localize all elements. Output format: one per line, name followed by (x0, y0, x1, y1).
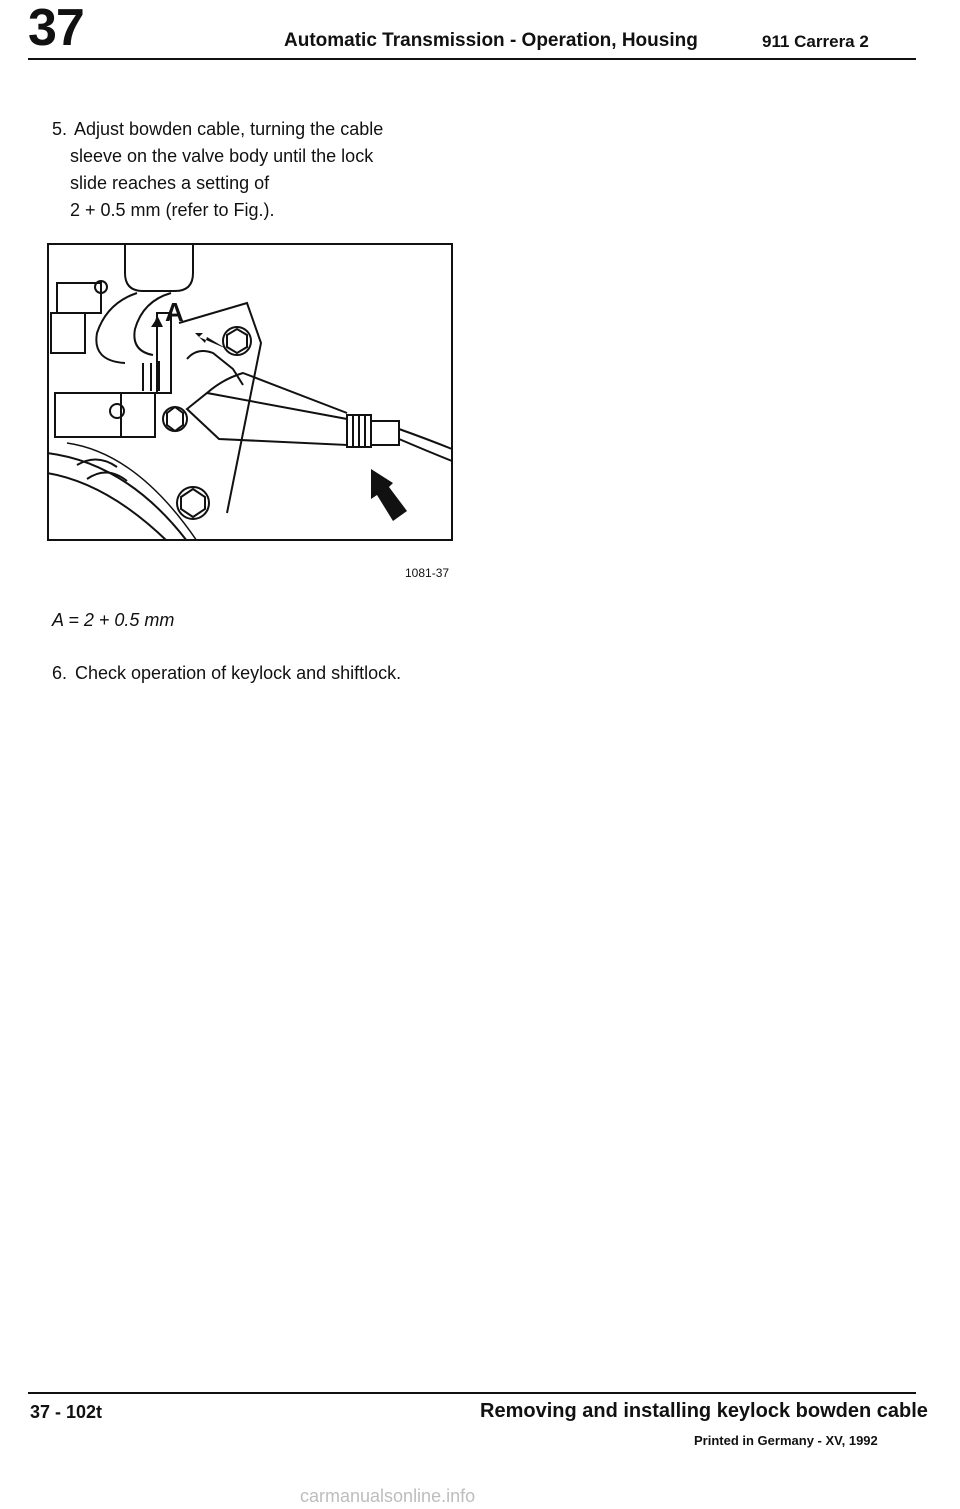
figure-id: 1081-37 (405, 566, 450, 580)
step-5-line-1: Adjust bowden cable, turning the cable (74, 119, 384, 139)
print-info: Printed in Germany - XV, 1992 (694, 1433, 878, 1448)
step-5-line-3: slide reaches a setting of (70, 173, 270, 193)
step-6 (52, 660, 401, 687)
section-title: Removing and installing keylock bowden cable (480, 1400, 928, 1422)
footer-divider (28, 1392, 916, 1394)
step-5-line-2: sleeve on the valve body until the lock (70, 146, 374, 166)
watermark: carmanualsonline.info (300, 1486, 476, 1506)
step-5 (52, 116, 383, 224)
dimension-label-a: A (165, 297, 184, 327)
step-6-line-1: Check operation of keylock and shiftlock. (75, 663, 402, 683)
step-5-number: 5. (52, 119, 68, 139)
technical-illustration (47, 243, 453, 541)
figure-caption: A = 2 + 0.5 mm (52, 610, 175, 630)
chapter-number: 37 (28, 0, 84, 57)
step-6-number: 6. (52, 663, 68, 683)
step-5-line-4: 2 + 0.5 mm (refer to Fig.). (70, 200, 275, 220)
page-header-title: Automatic Transmission - Operation, Housing (284, 30, 698, 51)
header-divider (28, 58, 916, 60)
vehicle-model: 911 Carrera 2 (762, 32, 869, 51)
page-number: 37 - 102t (30, 1402, 103, 1422)
